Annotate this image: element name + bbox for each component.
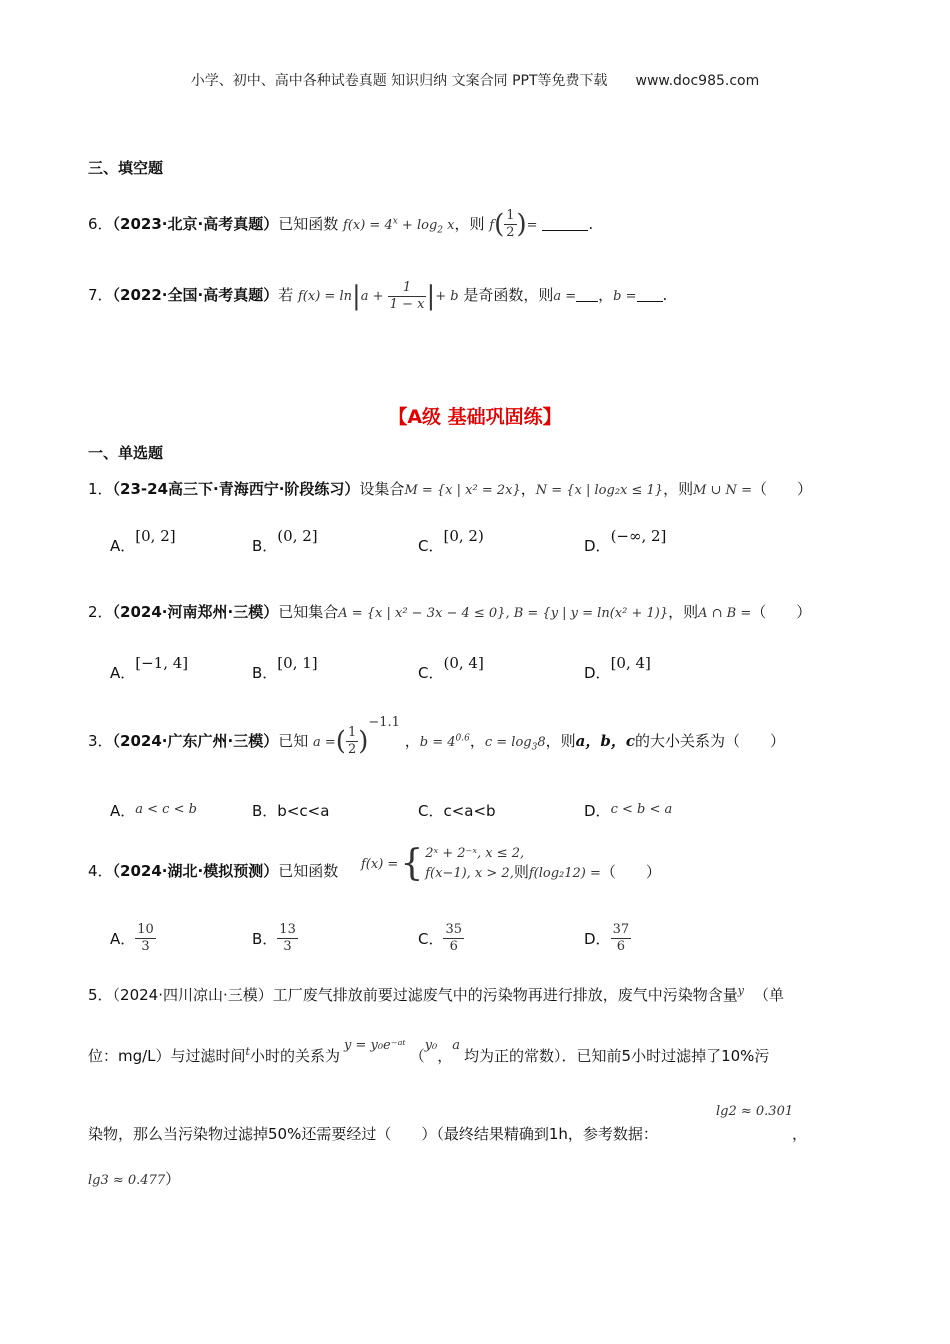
q2-sets: A = {x | x² − 3x − 4 ≤ 0}, B = {y | y = ln(x² + 1)} xyxy=(338,606,669,621)
q1-source: （23-24高三下·青海西宁·阶段练习） xyxy=(112,480,360,498)
q5-line-4: lg3 ≈ 0.477） xyxy=(88,1170,181,1188)
q7-sep: ， xyxy=(598,286,614,304)
q2-number: 2． xyxy=(88,603,113,621)
q2-option-d[interactable]: D．[0, 4] xyxy=(584,654,651,682)
q2-option-c[interactable]: C．(0, 4] xyxy=(418,654,484,682)
q3-vars: a，b，c xyxy=(575,732,635,750)
q6-text-2: ，则 xyxy=(454,215,485,233)
q1-text-1: 设集合 xyxy=(359,480,405,498)
q6-number: 6． xyxy=(88,215,113,233)
q3-option-d[interactable]: D．c < b < a xyxy=(584,802,673,820)
q2-expr: A ∩ B = xyxy=(698,606,752,621)
page-header xyxy=(0,70,950,90)
question-7 xyxy=(88,280,667,313)
q1-option-c[interactable]: C．[0, 2) xyxy=(418,527,484,555)
q2-source: （2024·河南郑州·三模） xyxy=(112,603,279,621)
q7-number: 7． xyxy=(88,286,113,304)
q6-end: . xyxy=(588,215,594,233)
q4-text-1: 已知函数 xyxy=(278,862,339,880)
q3-sep-2: ， xyxy=(469,732,485,750)
q7-end: . xyxy=(662,286,668,304)
q7-blank-b[interactable] xyxy=(637,287,663,302)
q7-var-b: b = xyxy=(613,289,637,304)
q3-c: $c = \log_38$ xyxy=(484,735,546,753)
q3-a-exponent: −1.1 xyxy=(368,715,400,730)
q7-text-2: 是奇函数，则 xyxy=(463,286,554,304)
q3-text-1: 已知 xyxy=(278,732,309,750)
section-title-single: 一、单选题 xyxy=(88,444,164,462)
question-4 xyxy=(88,860,338,881)
q4-option-a[interactable]: A． $\frac{10}{3}$ xyxy=(110,922,154,954)
q3-option-a[interactable]: A．a < c < b xyxy=(110,802,197,820)
q2-option-b[interactable]: B．[0, 1] xyxy=(252,654,318,682)
question-5-line-2: 位：mg/L）与过滤时间$^t$小时的关系为y = y₀e⁻ᵃᵗ（y₀，a均为正的常数）．已知前5小时过滤掉了10%污 xyxy=(88,1038,770,1065)
q1-expr: M ∪ N = xyxy=(693,483,752,498)
q7-formula: f(x) = ln|a + $\frac{1}{1 - x}$ |+ b xyxy=(298,280,459,312)
question-3: 3．（2024·广东广州·三模）已知 a =( $\frac{1}{2}$ )$^{-1.1}$ ，$b = 4^{0.6}$，$c = \log_38$，则a，b，c的大小关系为（ ） xyxy=(88,715,785,757)
q1-option-a[interactable]: A．[0, 2] xyxy=(110,527,176,555)
level-title: 【A级 基础巩固练】 xyxy=(388,406,562,428)
q6-formula: $f(x) = 4^x + \log_2 x$ xyxy=(343,216,455,236)
q7-text-1: 若 xyxy=(278,286,294,304)
q6-lhs: f xyxy=(489,218,495,233)
q1-paren: （ ） xyxy=(751,480,812,498)
q6-equals: = xyxy=(526,218,538,233)
q2-text-1: 已知集合 xyxy=(278,603,339,621)
q7-source: （2022·全国·高考真题） xyxy=(112,286,279,304)
q2-text-2: ，则 xyxy=(668,603,699,621)
q7-var-a: a = xyxy=(553,289,577,304)
q4-option-c[interactable]: C． $\frac{35}{6}$ xyxy=(418,922,463,954)
q3-b: $b = 4^{0.6}$ xyxy=(419,733,470,750)
q1-sep: ， xyxy=(520,480,536,498)
q3-number: 3． xyxy=(88,732,113,750)
q3-fraction: $\frac{1}{2}$ xyxy=(347,725,357,757)
q1-option-b[interactable]: B．(0, 2] xyxy=(252,527,318,555)
q6-source: （2023·北京·高考真题） xyxy=(112,215,279,233)
section-title-fill: 三、填空题 xyxy=(88,159,164,177)
q5-lg2: lg2 ≈ 0.301 xyxy=(716,1104,794,1119)
q4-option-d[interactable]: D． $\frac{37}{6}$ xyxy=(584,922,630,954)
q6-fraction: $\frac{1}{2}$ xyxy=(506,208,515,240)
q4-option-b[interactable]: B． $\frac{13}{3}$ xyxy=(252,922,296,954)
question-5-line-1: 5．（2024·四川凉山·三模）工厂废气排放前要过滤废气中的污染物再进行排放，废气中污染物含量$^y$ （单 xyxy=(88,984,784,1004)
q3-text-2: ，则 xyxy=(545,732,576,750)
q3-source: （2024·广东广州·三模） xyxy=(112,732,279,750)
q4-source: （2024·湖北·模拟预测） xyxy=(112,862,279,880)
q1-set-m: M = {x | x² = 2x} xyxy=(404,483,521,498)
q5-comma: ， xyxy=(792,1125,808,1143)
q6-answer-blank[interactable] xyxy=(542,216,588,231)
q1-set-n: N = {x | log₂x ≤ 1} xyxy=(535,483,664,498)
q3-text-3: 的大小关系为（ ） xyxy=(634,732,785,750)
question-6: 6．（2023·北京·高考真题）已知函数 $f(x) = 4^x + \log_2 x$，则 f( $\frac{1}{2}$ )= . xyxy=(88,208,594,240)
header-url[interactable]: www.doc985.com xyxy=(635,73,760,89)
q1-text-2: ，则 xyxy=(663,480,694,498)
q7-blank-a[interactable] xyxy=(576,287,598,302)
question-5-line-3: 染物，那么当污染物过滤掉50%还需要经过（ ）（最终结果精确到1h，参考数据： xyxy=(88,1125,658,1143)
q3-option-b[interactable]: B．b<c<a xyxy=(252,802,330,820)
header-text: 小学、初中、高中各种试卷真题 知识归纳 文案合同 PPT等免费下载 xyxy=(190,73,608,89)
q3-option-c[interactable]: C．c<a<b xyxy=(418,802,496,820)
q6-text-1: 已知函数 xyxy=(278,215,339,233)
q4-row2: f(x−1), x > 2,则f(log₂12) =（ ） xyxy=(425,863,661,881)
question-1 xyxy=(88,478,812,499)
q4-piecewise: f(x) = { 2ˣ + 2⁻ˣ, x ≤ 2, f(x−1), x > 2,则f(log₂12) =（ ） xyxy=(361,843,661,884)
q3-sep-1: ， xyxy=(404,732,420,750)
q2-paren: （ ） xyxy=(751,603,812,621)
q3-a-lhs: a = xyxy=(313,735,336,750)
q4-number: 4． xyxy=(88,862,113,880)
question-2 xyxy=(88,601,811,622)
q2-option-a[interactable]: A．[−1, 4] xyxy=(110,654,189,682)
q1-number: 1． xyxy=(88,480,113,498)
q1-option-d[interactable]: D．(−∞, 2] xyxy=(584,527,667,555)
